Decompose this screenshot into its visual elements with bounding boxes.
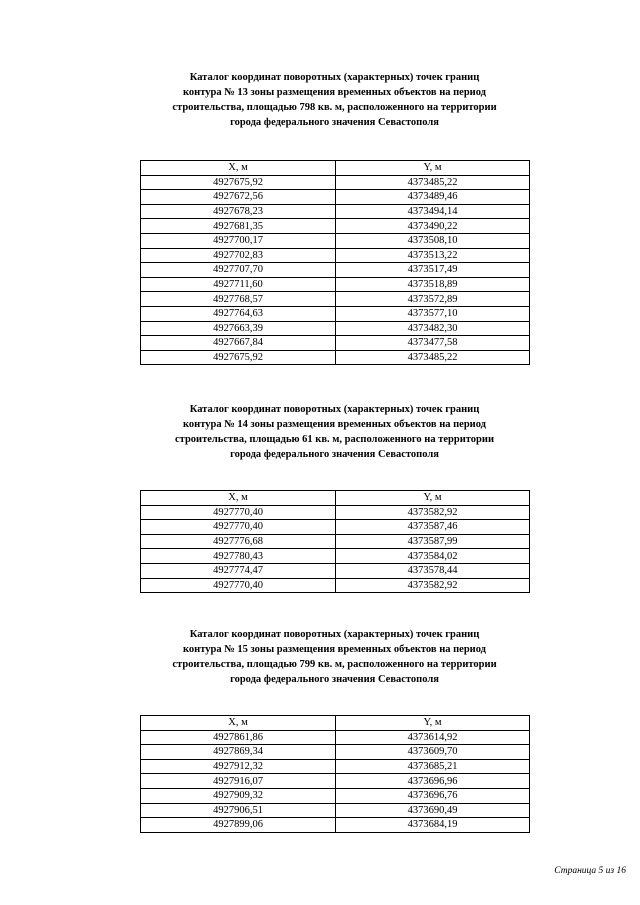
column-header-y: Y, м — [336, 716, 530, 731]
cell-x: 4927675,92 — [141, 175, 336, 190]
column-header-y: Y, м — [336, 491, 530, 506]
caption-line: города федерального значения Севастополя — [230, 117, 439, 128]
coordinates-table — [140, 160, 530, 365]
table-row — [141, 774, 530, 789]
cell-y: 4373517,49 — [336, 263, 530, 278]
cell-y: 4373572,89 — [336, 292, 530, 307]
table-row — [141, 745, 530, 760]
cell-x: 4927780,43 — [141, 549, 336, 564]
table-row — [141, 204, 530, 219]
caption-line: контура № 13 зоны размещения временных объектов на период — [183, 87, 486, 98]
cell-x: 4927916,07 — [141, 774, 336, 789]
table-row — [141, 292, 530, 307]
caption-line: контура № 14 зоны размещения временных объектов на период — [183, 419, 486, 430]
cell-y: 4373584,02 — [336, 549, 530, 564]
cell-x: 4927776,68 — [141, 534, 336, 549]
cell-x: 4927681,35 — [141, 219, 336, 234]
caption-line: строительства, площадью 61 кв. м, расположенного на территории — [175, 434, 494, 445]
cell-y: 4373482,30 — [336, 321, 530, 336]
cell-y: 4373518,89 — [336, 277, 530, 292]
table-row — [141, 219, 530, 234]
cell-x: 4927672,56 — [141, 190, 336, 205]
catalog-contour-13 — [140, 70, 529, 364]
cell-y: 4373477,58 — [336, 336, 530, 351]
cell-x: 4927764,63 — [141, 306, 336, 321]
table-row — [141, 175, 530, 190]
cell-x: 4927711,60 — [141, 277, 336, 292]
column-header-x: X, м — [141, 716, 336, 731]
catalog-caption — [140, 70, 529, 130]
caption-line: Каталог координат поворотных (характерных) точек границ — [189, 72, 480, 83]
cell-y: 4373609,70 — [336, 745, 530, 760]
cell-y: 4373587,99 — [336, 534, 530, 549]
cell-x: 4927768,57 — [141, 292, 336, 307]
table-row — [141, 759, 530, 774]
cell-y: 4373614,92 — [336, 730, 530, 745]
table-row — [141, 505, 530, 520]
table-row — [141, 549, 530, 564]
table-row — [141, 803, 530, 818]
cell-x: 4927906,51 — [141, 803, 336, 818]
caption-line: Каталог координат поворотных (характерных) точек границ — [189, 629, 480, 640]
cell-x: 4927861,86 — [141, 730, 336, 745]
table-row — [141, 730, 530, 745]
cell-x: 4927707,70 — [141, 263, 336, 278]
cell-y: 4373587,46 — [336, 520, 530, 535]
cell-x: 4927700,17 — [141, 233, 336, 248]
table-header-row — [141, 491, 530, 506]
cell-y: 4373490,22 — [336, 219, 530, 234]
caption-line: города федерального значения Севастополя — [230, 674, 439, 685]
table-header-row — [141, 716, 530, 731]
caption-line: Каталог координат поворотных (характерных) точек границ — [189, 404, 480, 415]
table-row — [141, 788, 530, 803]
column-header-y: Y, м — [336, 161, 530, 176]
table-row — [141, 263, 530, 278]
cell-y: 4373513,22 — [336, 248, 530, 263]
cell-x: 4927702,83 — [141, 248, 336, 263]
coordinates-table — [140, 715, 530, 833]
cell-x: 4927770,40 — [141, 505, 336, 520]
cell-x: 4927912,32 — [141, 759, 336, 774]
table-row — [141, 277, 530, 292]
cell-y: 4373690,49 — [336, 803, 530, 818]
cell-y: 4373696,96 — [336, 774, 530, 789]
catalog-contour-14 — [140, 402, 529, 591]
cell-y: 4373685,21 — [336, 759, 530, 774]
table-row — [141, 306, 530, 321]
table-row — [141, 520, 530, 535]
table-row — [141, 818, 530, 833]
cell-x: 4927678,23 — [141, 204, 336, 219]
cell-y: 4373494,14 — [336, 204, 530, 219]
table-row — [141, 578, 530, 593]
caption-line: строительства, площадью 798 кв. м, расположенного на территории — [172, 102, 497, 113]
table-row — [141, 233, 530, 248]
table-row — [141, 190, 530, 205]
cell-y: 4373582,92 — [336, 578, 530, 593]
table-row — [141, 336, 530, 351]
caption-line: города федерального значения Севастополя — [230, 449, 439, 460]
table-row — [141, 563, 530, 578]
catalog-caption — [140, 627, 529, 687]
catalog-contour-15 — [140, 627, 529, 831]
cell-y: 4373508,10 — [336, 233, 530, 248]
cell-x: 4927909,32 — [141, 788, 336, 803]
cell-x: 4927675,92 — [141, 350, 336, 365]
table-row — [141, 534, 530, 549]
cell-y: 4373485,22 — [336, 350, 530, 365]
cell-y: 4373582,92 — [336, 505, 530, 520]
cell-x: 4927663,39 — [141, 321, 336, 336]
column-header-x: X, м — [141, 491, 336, 506]
table-header-row — [141, 161, 530, 176]
cell-y: 4373684,19 — [336, 818, 530, 833]
cell-y: 4373696,76 — [336, 788, 530, 803]
table-row — [141, 350, 530, 365]
cell-x: 4927869,34 — [141, 745, 336, 760]
cell-y: 4373577,10 — [336, 306, 530, 321]
coordinates-table — [140, 490, 530, 593]
caption-line: строительства, площадью 799 кв. м, расположенного на территории — [172, 659, 497, 670]
cell-x: 4927774,47 — [141, 563, 336, 578]
cell-x: 4927770,40 — [141, 520, 336, 535]
page-number: Страница 5 из 16 — [554, 866, 626, 876]
column-header-x: X, м — [141, 161, 336, 176]
cell-x: 4927770,40 — [141, 578, 336, 593]
catalog-caption — [140, 402, 529, 462]
cell-y: 4373578,44 — [336, 563, 530, 578]
table-row — [141, 248, 530, 263]
table-row — [141, 321, 530, 336]
caption-line: контура № 15 зоны размещения временных объектов на период — [183, 644, 486, 655]
cell-x: 4927899,06 — [141, 818, 336, 833]
cell-x: 4927667,84 — [141, 336, 336, 351]
cell-y: 4373485,22 — [336, 175, 530, 190]
cell-y: 4373489,46 — [336, 190, 530, 205]
